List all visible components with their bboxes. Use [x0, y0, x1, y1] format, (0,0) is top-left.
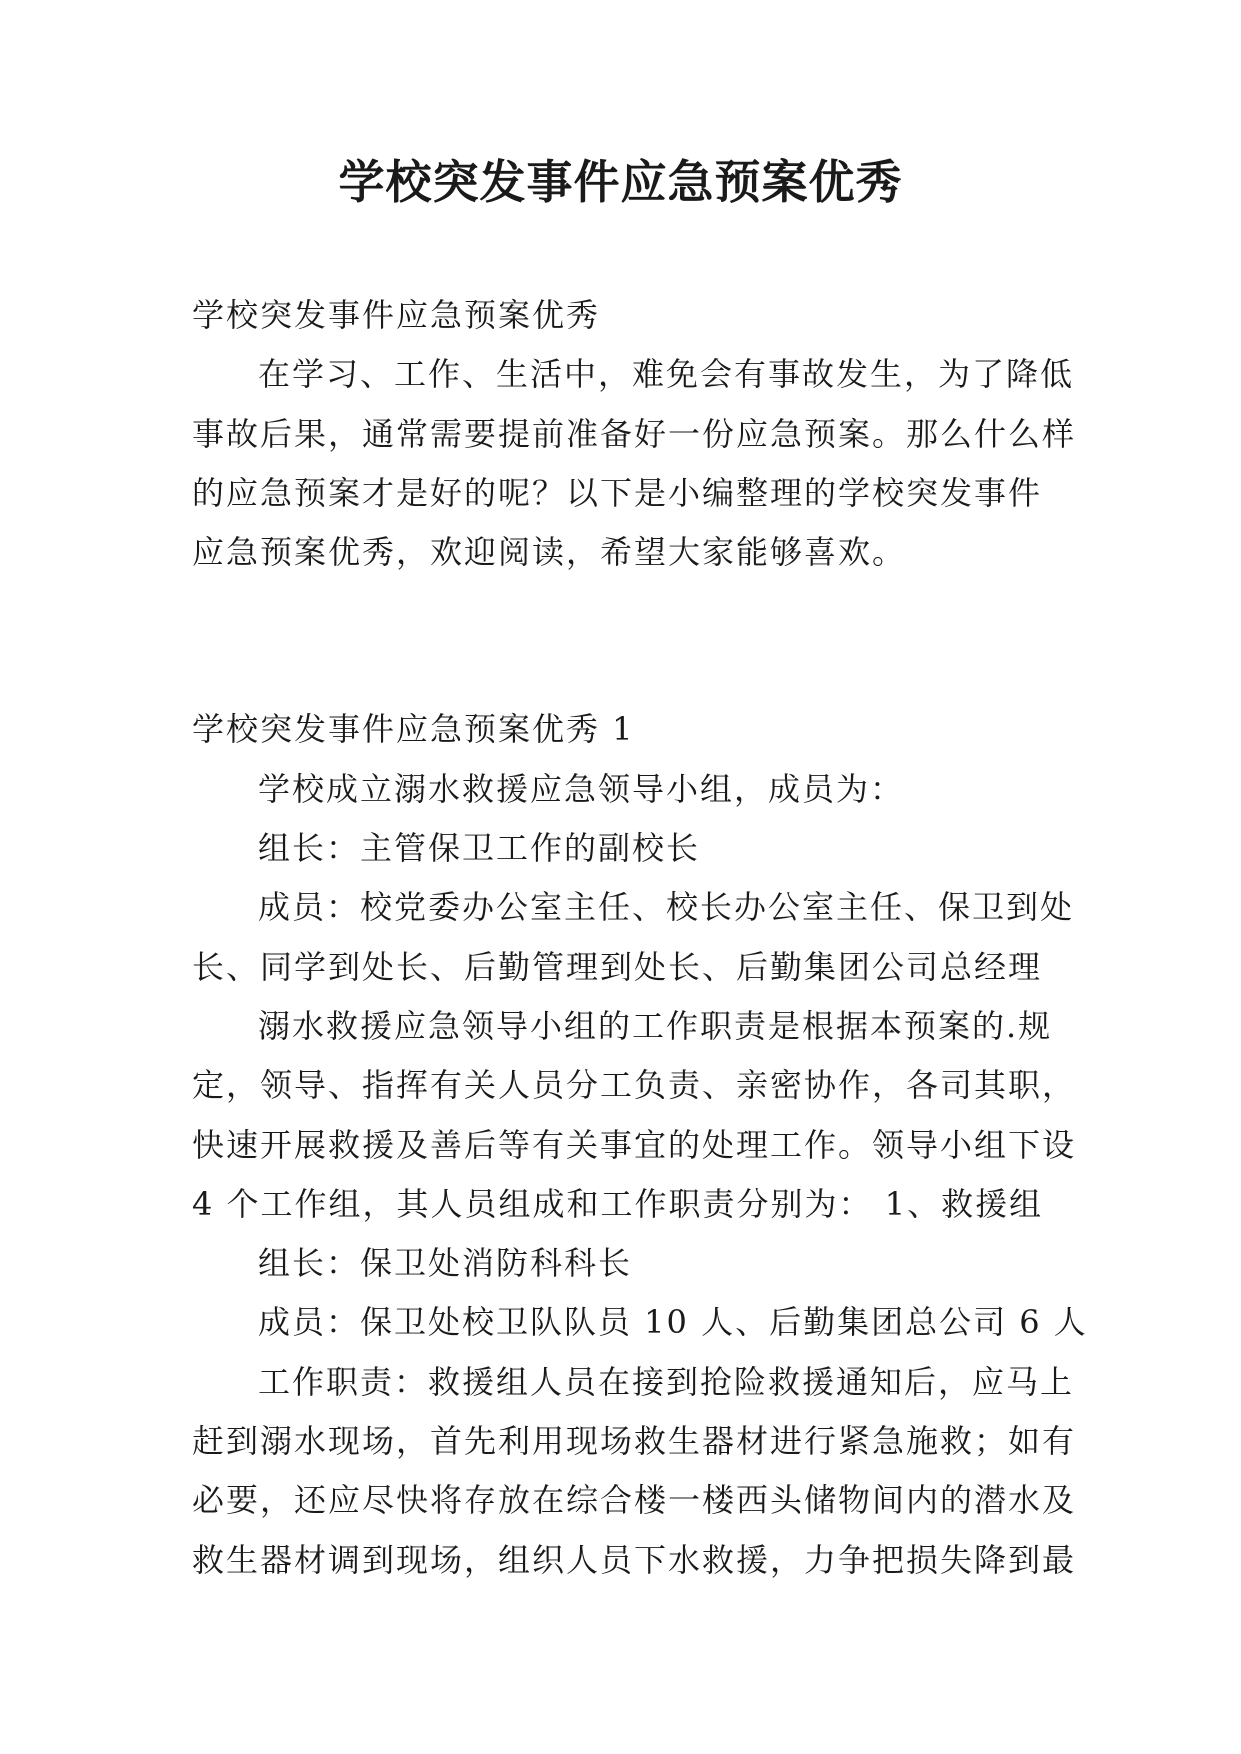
- paragraph-line: 在学习、工作、生活中，难免会有事故发生，为了降低: [258, 355, 1075, 394]
- paragraph-line: 成员：保卫处校卫队队员 10 人、后勤集团总公司 6 人: [258, 1303, 1088, 1342]
- paragraph-line: 组长：保卫处消防科科长: [258, 1244, 633, 1283]
- section-heading: 学校突发事件应急预案优秀 1: [192, 710, 635, 749]
- paragraph-line: 组长：主管保卫工作的副校长: [258, 829, 701, 868]
- paragraph-line: 工作职责：救援组人员在接到抢险救援通知后，应马上: [258, 1362, 1075, 1401]
- paragraph-line: 救生器材调到现场，组织人员下水救援，力争把损失降到最: [192, 1540, 1077, 1579]
- paragraph-line: 成员：校党委办公室主任、校长办公室主任、保卫到处: [258, 888, 1075, 927]
- subtitle-line: 学校突发事件应急预案优秀: [192, 296, 601, 334]
- document-title: 学校突发事件应急预案优秀: [338, 155, 903, 209]
- paragraph-line: 溺水救援应急领导小组的工作职责是根据本预案的.规: [258, 1006, 1053, 1045]
- paragraph-line: 学校成立溺水救援应急领导小组，成员为：: [258, 769, 905, 808]
- paragraph-line: 应急预案优秀，欢迎阅读，希望大家能够喜欢。: [192, 533, 907, 572]
- section-spacer: [192, 582, 1062, 700]
- document-body: [192, 286, 1088, 1590]
- paragraph-line: 赶到溺水现场，首先利用现场救生器材进行紧急施救；如有: [192, 1422, 1077, 1461]
- paragraph-line: 4 个工作组，其人员组成和工作职责分别为： 1、救援组: [192, 1184, 1044, 1223]
- paragraph-line: 定，领导、指挥有关人员分工负责、亲密协作，各司其职，: [192, 1066, 1077, 1105]
- paragraph-line: 必要，还应尽快将存放在综合楼一楼西头储物间内的潜水及: [192, 1481, 1077, 1520]
- paragraph-line: 快速开展救援及善后等有关事宜的处理工作。领导小组下设: [192, 1125, 1077, 1164]
- paragraph-line: 的应急预案才是好的呢？以下是小编整理的学校突发事件: [192, 473, 1043, 512]
- paragraph-line: 事故后果，通常需要提前准备好一份应急预案。那么什么样: [192, 414, 1077, 453]
- paragraph-line: 长、同学到处长、后勤管理到处长、后勤集团公司总经理: [192, 947, 1043, 986]
